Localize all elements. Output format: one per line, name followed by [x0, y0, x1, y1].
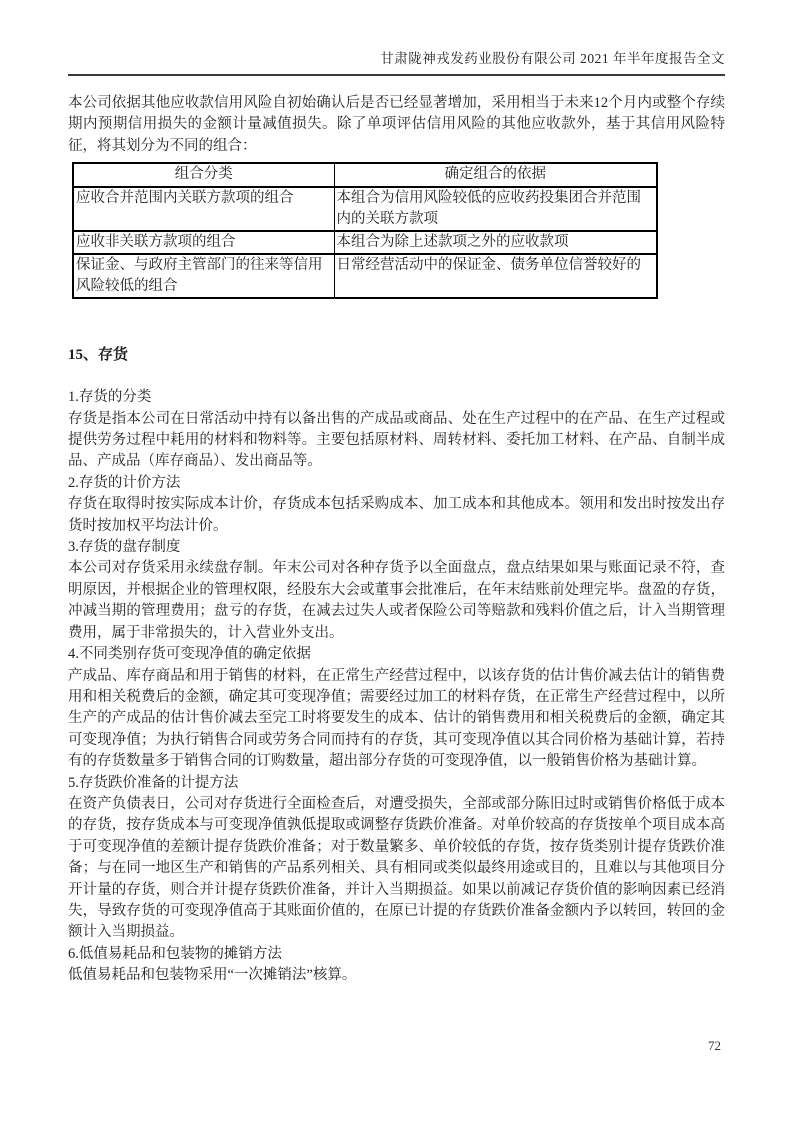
table-cell: 应收合并范围内关联方款项的组合 — [73, 187, 334, 231]
table-row — [73, 254, 657, 298]
body-paragraph: 在资产负债表日，公司对存货进行全面检查后，对遭受损失，全部或部分陈旧过时或销售价格低于成本的存货，按存货成本与可变现净值孰低提取或调整存货跌价准备。对单价较高的存货按单个项目成本高于可变现净值的差额计提存货跌价准备；对于数量繁多、单价较低的存货，按存货类别计提存货跌价准备；与在同一地区生产和销售的产品系列相关、具有相同或类似最终用途或目的，且难以与其他项目分开计量的存货，则合并计提存货跌价准备，并计入当期损益。如果以前减记存货价值的影响因素已经消失，导致存货的可变现净值高于其账面价值的，在原已计提的存货跌价准备金额内予以转回，转回的金额计入当期损益。 — [68, 795, 725, 941]
body-paragraph: 存货是指本公司在日常活动中持有以备出售的产成品或商品、处在生产过程中的在产品、在生产过程或提供劳务过程中耗用的材料和物料等。主要包括原材料、周转材料、委托加工材料、在产品、自制半成品、产成品（库存商品）、发出商品等。 — [68, 410, 725, 470]
subsection-heading: 4.不同类别存货可变现净值的确定依据 — [68, 646, 311, 663]
intro-paragraph: 本公司依据其他应收款信用风险自初始确认后是否已经显著增加，采用相当于未来12个月内或整个存续期内预期信用损失的金额计量减值损失。除了单项评估信用风险的其他应收款外，基于其信用风险特征，将其划分为不同的组合： — [68, 95, 725, 154]
table-header-cell: 确定组合的依据 — [334, 163, 657, 187]
subsection-heading: 5.存货跌价准备的计提方法 — [68, 774, 239, 791]
body-paragraph: 产成品、库存商品和用于销售的材料，在正常生产经营过程中，以该存货的估计售价减去估计的销售费用和相关税费后的金额，确定其可变现净值；需要经过加工的材料存货，在正常生产经营过程中，以所生产的产成品的估计售价减去至完工时将要发生的成本、估计的销售费用和相关税费后的金额，确定其可变现净值；为执行销售合同或劳务合同而持有的存货，其可变现净值以其合同价格为基础计算，若持有的存货数量多于销售合同的订购数量，超出部分存货的可变现净值，以一般销售价格为基础计算。 — [68, 667, 725, 770]
section-body — [68, 387, 725, 986]
body-paragraph: 本公司对存货采用永续盘存制。年末公司对各种存货予以全面盘点，盘点结果如果与账面记录不符，查明原因，并根据企业的管理权限，经股东大会或董事会批准后，在年末结账前处理完毕。盘盈的存货，冲减当期的管理费用；盘亏的存货，在减去过失人或者保险公司等赔款和残料价值之后，计入当期管理费用，属于非常损失的，计入营业外支出。 — [68, 560, 725, 641]
subsection-heading: 1.存货的分类 — [68, 389, 152, 406]
subsection-heading: 3.存货的盘存制度 — [68, 539, 181, 556]
page-header — [68, 50, 725, 76]
table-cell: 本组合为除上述款项之外的应收款项 — [334, 231, 657, 254]
page-number: 72 — [708, 1038, 721, 1053]
table-header-row — [73, 163, 657, 187]
body-paragraph: 存货在取得时按实际成本计价，存货成本包括采购成本、加工成本和其他成本。领用和发出时按发出存货时按加权平均法计价。 — [68, 496, 725, 534]
table-cell: 本组合为信用风险较低的应收药投集团合并范围内的关联方款项 — [334, 187, 657, 231]
body-paragraph: 低值易耗品和包装物采用“一次摊销法”核算。 — [68, 967, 357, 984]
table-cell: 保证金、与政府主管部门的往来等信用风险较低的组合 — [73, 254, 334, 298]
report-header-title: 甘肃陇神戎发药业股份有限公司 2021 年半年度报告全文 — [380, 51, 725, 66]
section-heading: 15、存货 — [68, 347, 129, 364]
header-divider — [68, 74, 725, 76]
table-cell: 应收非关联方款项的组合 — [73, 231, 334, 254]
table-row — [73, 187, 657, 231]
table-header-cell: 组合分类 — [73, 163, 334, 187]
subsection-heading: 2.存货的计价方法 — [68, 474, 181, 491]
table-cell: 日常经营活动中的保证金、债务单位信誉较好的 — [334, 254, 657, 298]
credit-risk-portfolio-table — [72, 162, 658, 299]
page-content — [68, 93, 725, 987]
table-row — [73, 231, 657, 254]
subsection-heading: 6.低值易耗品和包装物的摊销方法 — [68, 945, 282, 962]
table-body — [73, 187, 657, 298]
